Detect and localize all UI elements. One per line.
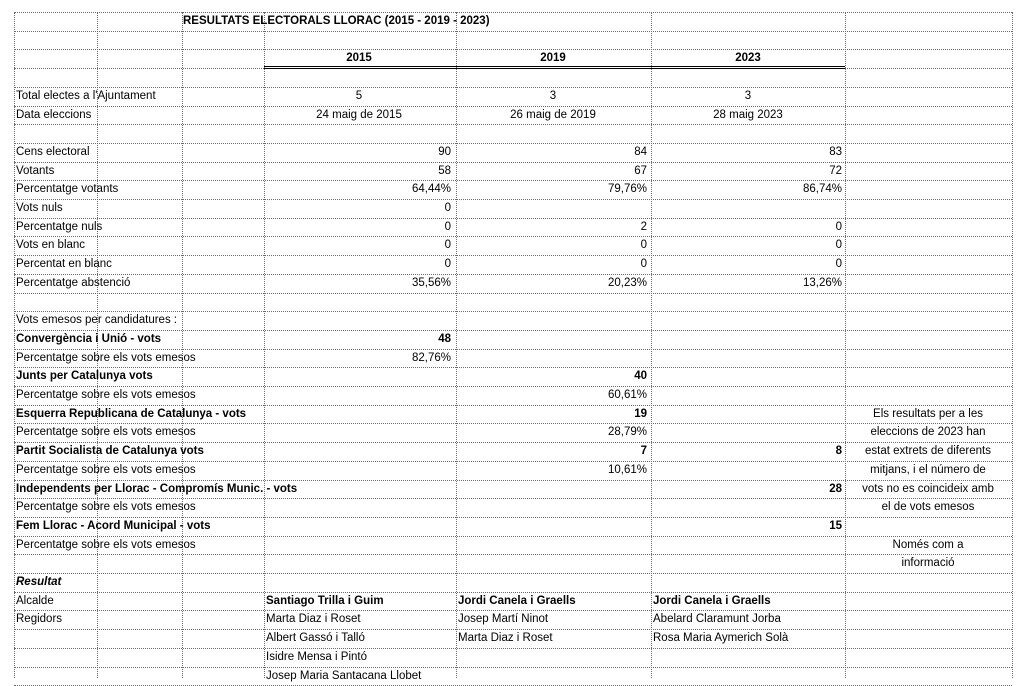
stat-value: 64,44%: [411, 183, 451, 196]
candidature-value: [651, 386, 845, 405]
candidature-value: 48: [438, 332, 451, 345]
candidature-value: 15: [829, 519, 842, 532]
row-label: Percentatge nuls: [16, 220, 103, 233]
stat-value: 0: [835, 258, 842, 271]
note-line: eleccions de 2023 han: [870, 426, 986, 439]
stat-value: 67: [634, 164, 647, 177]
candidature-label: Percentatge sobre els vots emesos: [16, 538, 196, 551]
candidature-value: [264, 517, 454, 536]
alcalde-label: Alcalde: [16, 594, 54, 607]
candidature-value: [651, 536, 845, 555]
general-value: 5: [355, 89, 363, 102]
row-label: Cens electoral: [16, 145, 90, 158]
candidature-value: [651, 405, 845, 424]
candidature-label: Esquerra Republicana de Catalunya - vots: [16, 407, 247, 420]
year-header-2023: 2023: [735, 52, 761, 64]
candidature-value: [456, 349, 650, 368]
candidature-value: [651, 330, 845, 349]
candidature-label: Percentatge sobre els vots emesos: [16, 426, 196, 439]
candidature-value: [651, 367, 845, 386]
note-line: Els resultats per a les: [873, 407, 983, 420]
general-value: 3: [549, 89, 557, 102]
grid-row-line: [14, 573, 1012, 574]
candidature-value: [456, 517, 650, 536]
general-value: 24 maig de 2015: [316, 108, 402, 121]
stat-value: 86,74%: [802, 183, 842, 196]
regidor-name: Abelard Claramunt Jorba: [653, 613, 781, 626]
note-line: vots no es coincideix amb: [862, 482, 994, 495]
regidor-name: Marta Diaz i Roset: [266, 613, 361, 626]
stat-value: 0: [444, 220, 451, 233]
stat-value: 0: [444, 239, 451, 252]
grid-row-line: [14, 667, 1012, 668]
stat-value: 0: [835, 220, 842, 233]
candidature-value: [651, 461, 845, 480]
alcalde-name: Santiago Trilla i Guim: [266, 594, 384, 607]
stat-value: 72: [829, 164, 842, 177]
stat-value: 90: [438, 145, 451, 158]
note-line: mitjans, i el número de: [870, 463, 986, 476]
header-underline: [264, 68, 845, 69]
stat-value: [651, 199, 845, 218]
candidature-value: [456, 330, 650, 349]
row-label: Percentat en blanc: [16, 258, 112, 271]
regidor-name: Rosa Maria Aymerich Solà: [653, 632, 789, 645]
stat-value: 0: [444, 202, 451, 214]
candidatures-header: Vots emesos per candidatures :: [16, 314, 178, 327]
note-line: estat extrets de diferents: [865, 445, 991, 458]
general-value: 26 maig de 2019: [510, 108, 596, 121]
candidature-value: 7: [640, 445, 647, 458]
candidature-value: [651, 498, 845, 517]
candidature-value: [264, 442, 454, 461]
stat-value: 0: [640, 239, 647, 252]
alcalde-name: Jordi Canela i Graells: [458, 594, 576, 607]
stat-value: 83: [829, 145, 842, 158]
candidature-label: Partit Socialista de Catalunya vots: [16, 445, 204, 458]
candidature-value: 60,61%: [607, 389, 647, 401]
stat-value: [456, 199, 650, 218]
stat-value: 20,23%: [607, 276, 647, 289]
candidature-label: Percentatge sobre els vots emesos: [16, 501, 196, 514]
row-label: Votants: [16, 164, 55, 177]
note-line: Només com a: [892, 538, 964, 551]
candidature-value: [651, 349, 845, 368]
grid-row-line: [14, 648, 1012, 649]
candidature-value: 28,79%: [607, 426, 647, 439]
regidor-name: Isidre Mensa i Pintó: [266, 650, 367, 663]
stat-value: 58: [438, 164, 451, 177]
candidature-label: Percentatge sobre els vots emesos: [16, 389, 196, 401]
row-label: Total electes a l'Ajuntament: [16, 89, 156, 102]
alcalde-name: Jordi Canela i Graells: [653, 594, 771, 607]
grid-row-line: [14, 12, 1012, 13]
grid-row-line: [14, 293, 1012, 294]
stat-value: 84: [634, 145, 647, 158]
row-label: Percentatge abstenció: [16, 276, 131, 289]
candidature-value: [264, 536, 454, 555]
grid-column-line: [845, 12, 846, 678]
candidature-value: [264, 423, 454, 442]
regidor-name: Josep Martí Ninot: [458, 613, 549, 626]
result-header: Resultat: [16, 576, 62, 588]
row-label: Percentatge votants: [16, 183, 119, 196]
candidature-label: Fem Llorac - Acord Municipal - vots: [16, 519, 211, 532]
regidor-name: Marta Diaz i Roset: [458, 632, 553, 645]
grid-row-line: [14, 31, 1012, 32]
candidature-value: [264, 461, 454, 480]
candidature-value: 82,76%: [411, 351, 451, 364]
grid-column-line: [182, 12, 183, 678]
grid-row-line: [14, 124, 1012, 125]
candidature-value: 10,61%: [607, 463, 647, 476]
candidature-label: Independents per Llorac - Compromís Munic. - vots: [16, 482, 298, 495]
regidor-name: Josep Maria Santacana Llobet: [266, 669, 422, 682]
note-line: [844, 517, 1012, 536]
general-value: 28 maig 2023: [713, 108, 783, 121]
note-line: informació: [901, 557, 955, 570]
year-header-2015: 2015: [346, 52, 372, 64]
stat-value: 0: [835, 239, 842, 252]
regidor-name: Albert Gassó i Talló: [266, 632, 365, 645]
candidature-label: Convergència i Unió - vots: [16, 332, 162, 345]
candidature-label: Junts per Catalunya vots: [16, 370, 153, 383]
candidature-value: 8: [835, 445, 842, 458]
row-label: Data eleccions: [16, 108, 92, 121]
year-header-2019: 2019: [540, 52, 566, 64]
spreadsheet: [14, 12, 1012, 682]
candidature-value: [264, 367, 454, 386]
candidature-label: Percentatge sobre els vots emesos: [16, 463, 196, 476]
candidature-value: [264, 405, 454, 424]
candidature-value: 28: [829, 482, 842, 495]
candidature-value: [264, 480, 454, 499]
stat-value: 13,26%: [802, 276, 842, 289]
candidature-value: [264, 498, 454, 517]
note-line: el de vots emesos: [881, 501, 975, 514]
row-label: Vots nuls: [16, 202, 63, 214]
candidature-value: [456, 536, 650, 555]
stat-value: 2: [640, 220, 647, 233]
candidature-value: [264, 386, 454, 405]
grid-column-line: [1012, 12, 1013, 678]
row-label: Vots en blanc: [16, 239, 86, 252]
stat-value: 0: [640, 258, 647, 271]
stat-value: 0: [444, 258, 451, 271]
candidature-label: Percentatge sobre els vots emesos: [16, 351, 196, 364]
candidature-value: 19: [634, 407, 647, 420]
candidature-value: [651, 423, 845, 442]
candidature-value: [456, 498, 650, 517]
sheet-title: RESULTATS ELECTORALS LLORAC (2015 - 2019 - 2023): [183, 15, 490, 27]
candidature-value: 40: [634, 370, 647, 383]
stat-value: 79,76%: [607, 183, 647, 196]
stat-value: 35,56%: [411, 276, 451, 289]
general-value: 3: [744, 89, 752, 102]
regidors-label: Regidors: [16, 613, 63, 626]
candidature-value: [456, 480, 650, 499]
